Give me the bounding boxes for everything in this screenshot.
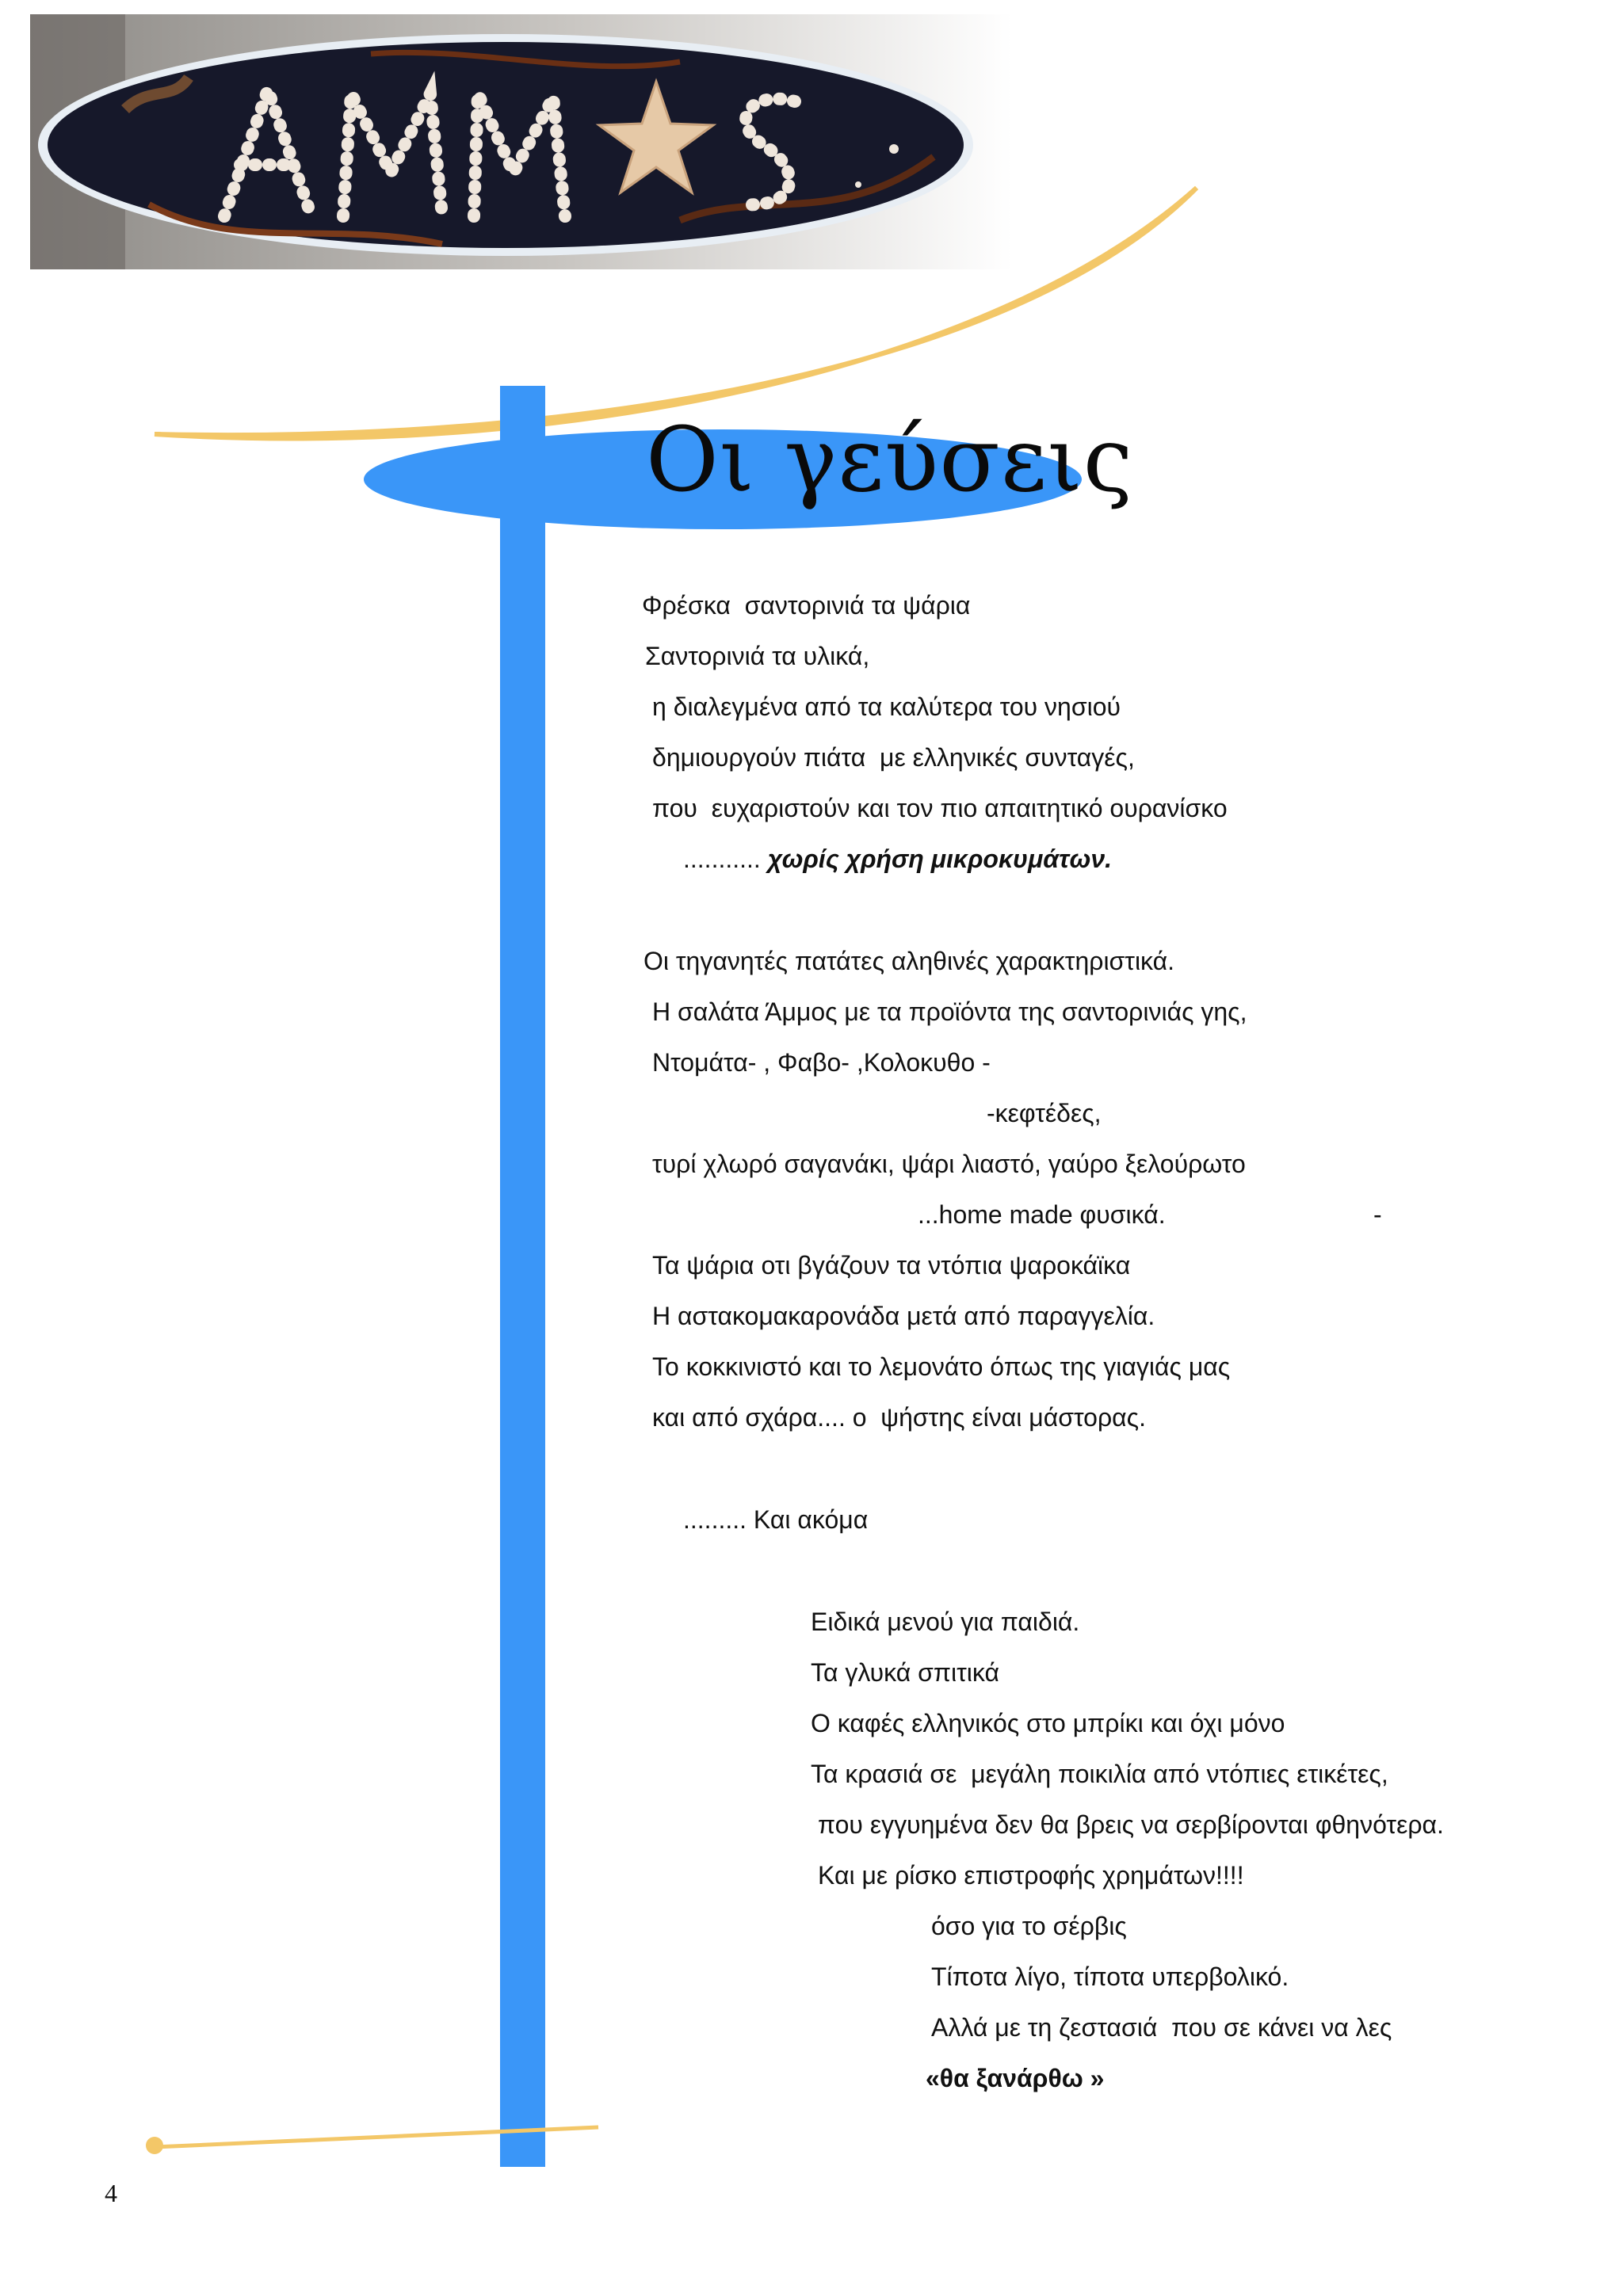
text-line: Αλλά με τη ζεστασιά που σε κάνει να λες	[931, 2013, 1392, 2042]
text-line: Τα κρασιά σε μεγάλη ποικιλία από ντόπιες ετικέτες,	[811, 1760, 1388, 1788]
text-line: Η σαλάτα Άμμος με τα προϊόντα της σαντορινιάς γης,	[652, 997, 1247, 1026]
text-line: ......... Και ακόμα	[683, 1505, 869, 1534]
text-line: Τίποτα λίγο, τίποτα υπερβολικό.	[931, 1962, 1289, 1991]
text-line	[683, 846, 1112, 871]
page-number: 4	[105, 2179, 117, 2207]
text-line: ...home made φυσικά.	[918, 1200, 1166, 1229]
text-line: Οι τηγανητές πατάτες αληθινές χαρακτηριστικά.	[643, 947, 1175, 975]
gold-swoosh-top	[155, 188, 1197, 438]
text-line: τυρί χλωρό σαγανάκι, ψάρι λιαστό, γαύρο ξελούρωτο	[652, 1150, 1246, 1178]
gold-dot-icon	[146, 2137, 163, 2154]
text-line: -	[1373, 1200, 1382, 1229]
text-line: η διαλεγμένα από τα καλύτερα του νησιού	[652, 692, 1121, 721]
text-line: Το κοκκινιστό και το λεμονάτο όπως της γιαγιάς μας	[652, 1352, 1231, 1381]
ellipsis-text: ...........	[683, 845, 761, 873]
text-line: που εγγυημένα δεν θα βρεις να σερβίρονται φθηνότερα.	[818, 1810, 1444, 1839]
text-line: Η αστακομακαρονάδα μετά από παραγγελία.	[652, 1302, 1155, 1330]
text-line: Τα γλυκά σπιτικά	[811, 1658, 999, 1687]
closing-quote: «θα ξανάρθω »	[926, 2064, 1105, 2092]
text-line: -κεφτέδες,	[987, 1099, 1102, 1127]
text-line: Φρέσκα σαντορινιά τα ψάρια	[642, 591, 971, 620]
text-line: Ο καφές ελληνικός στο μπρίκι και όχι μόνο	[811, 1709, 1285, 1737]
text-line: δημιουργούν πιάτα με ελληνικές συνταγές,	[652, 743, 1135, 772]
text-line: Τα ψάρια οτι βγάζουν τα ντόπια ψαροκάϊκα	[652, 1251, 1131, 1280]
vertical-blue-bar	[500, 386, 545, 2167]
text-line: Ντομάτα- , Φαβο- ,Κολοκυθο -	[652, 1048, 991, 1077]
text-line: και από σχάρα.... ο ψήστης είναι μάστορας.	[652, 1403, 1146, 1432]
emphasis-text: χωρίς χρήση μικροκυμάτων.	[767, 845, 1112, 873]
text-line: Ειδικά μενού για παιδιά.	[811, 1608, 1080, 1636]
page-title: Οι γεύσεις	[646, 409, 1134, 512]
text-line: που ευχαριστούν και τον πιο απαιτητικό ουρανίσκο	[652, 794, 1228, 822]
text-line: όσο για το σέρβις	[931, 1912, 1127, 1940]
text-line: Και με ρίσκο επιστροφής χρημάτων!!!!	[818, 1861, 1244, 1890]
text-line: Σαντορινιά τα υλικά,	[645, 642, 870, 670]
